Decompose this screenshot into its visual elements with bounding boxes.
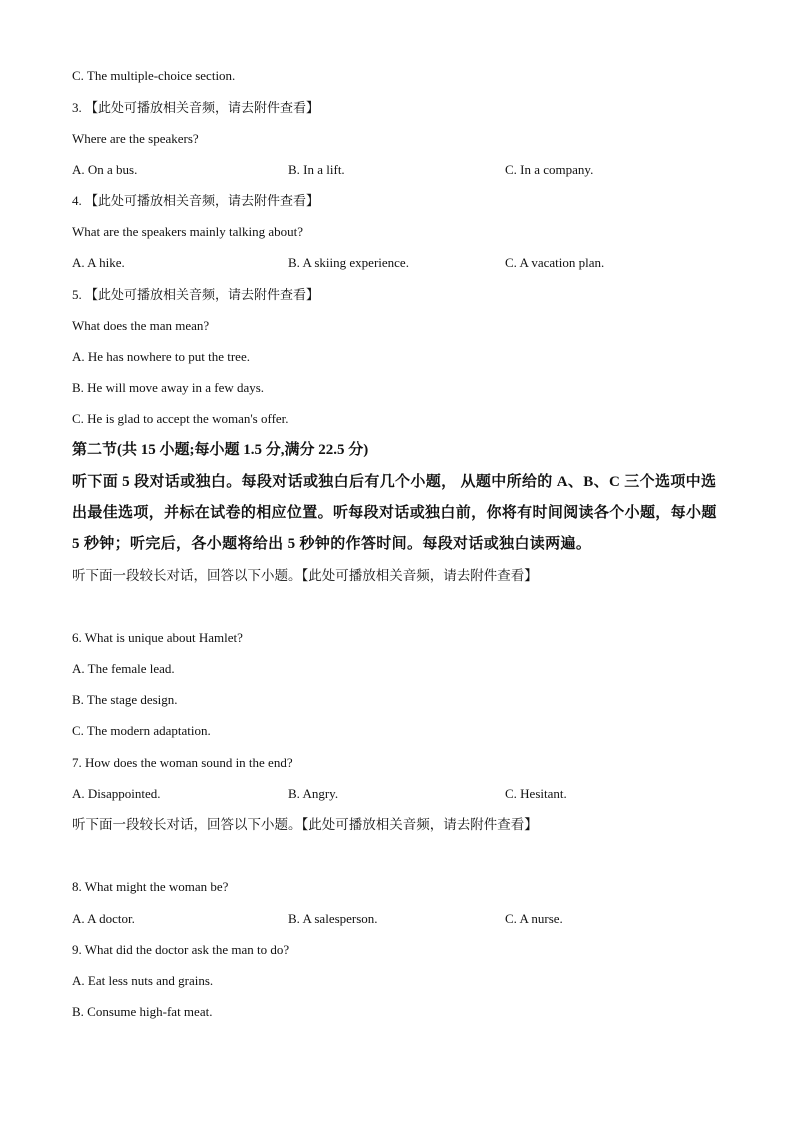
q3-option-b: B. In a lift.	[288, 162, 345, 177]
q9-question: 9. What did the doctor ask the man to do?	[72, 942, 290, 957]
q4-header: 4. 【此处可播放相关音频，请去附件查看】	[72, 193, 320, 208]
q3-option-a: A. On a bus.	[72, 162, 138, 177]
q2-option-c: C. The multiple-choice section.	[72, 68, 236, 83]
q7-option-c: C. Hesitant.	[505, 786, 567, 801]
q3-header: 3. 【此处可播放相关音频，请去附件查看】	[72, 100, 320, 115]
audio-note-2: 听下面一段较长对话，回答以下小题。【此处可播放相关音频，请去附件查看】	[72, 817, 538, 832]
q4-option-b: B. A skiing experience.	[288, 255, 409, 270]
section2-instructions: 听下面 5 段对话或独白。每段对话或独白后有几个小题， 从题中所给的 A、B、C 三个选项中选出最佳选项，并标在试卷的相应位置。听每段对话或独白前，你将有时间阅读各个小题，每小题 5 秒钟；听完后，各小题将给出 5 秒钟的作答时间。每段对话或独白读两遍。	[72, 474, 717, 552]
q9-option-b: B. Consume high-fat meat.	[72, 1004, 213, 1019]
q5-option-c: C. He is glad to accept the woman's offer.	[72, 411, 289, 426]
q7-option-a: A. Disappointed.	[72, 786, 161, 801]
q8-option-c: C. A nurse.	[505, 911, 563, 926]
q5-question: What does the man mean?	[72, 318, 210, 333]
q3-question: Where are the speakers?	[72, 131, 199, 146]
q4-option-c: C. A vacation plan.	[505, 255, 605, 270]
q7-question: 7. How does the woman sound in the end?	[72, 755, 293, 770]
q4-option-a: A. A hike.	[72, 255, 125, 270]
section2-title: 第二节(共 15 小题;每小题 1.5 分,满分 22.5 分)	[72, 442, 369, 458]
q5-option-b: B. He will move away in a few days.	[72, 380, 265, 395]
q8-option-b: B. A salesperson.	[288, 911, 378, 926]
q5-option-a: A. He has nowhere to put the tree.	[72, 349, 250, 364]
q3-option-c: C. In a company.	[505, 162, 594, 177]
q6-question: 6. What is unique about Hamlet?	[72, 630, 243, 645]
q6-option-c: C. The modern adaptation.	[72, 723, 211, 738]
q6-option-b: B. The stage design.	[72, 692, 178, 707]
q8-option-a: A. A doctor.	[72, 911, 135, 926]
q4-question: What are the speakers mainly talking about?	[72, 224, 304, 239]
q8-question: 8. What might the woman be?	[72, 879, 229, 894]
audio-note-1: 听下面一段较长对话，回答以下小题。【此处可播放相关音频，请去附件查看】	[72, 568, 538, 583]
q6-option-a: A. The female lead.	[72, 661, 175, 676]
q7-option-b: B. Angry.	[288, 786, 339, 801]
q9-option-a: A. Eat less nuts and grains.	[72, 973, 214, 988]
q5-header: 5. 【此处可播放相关音频，请去附件查看】	[72, 287, 320, 302]
